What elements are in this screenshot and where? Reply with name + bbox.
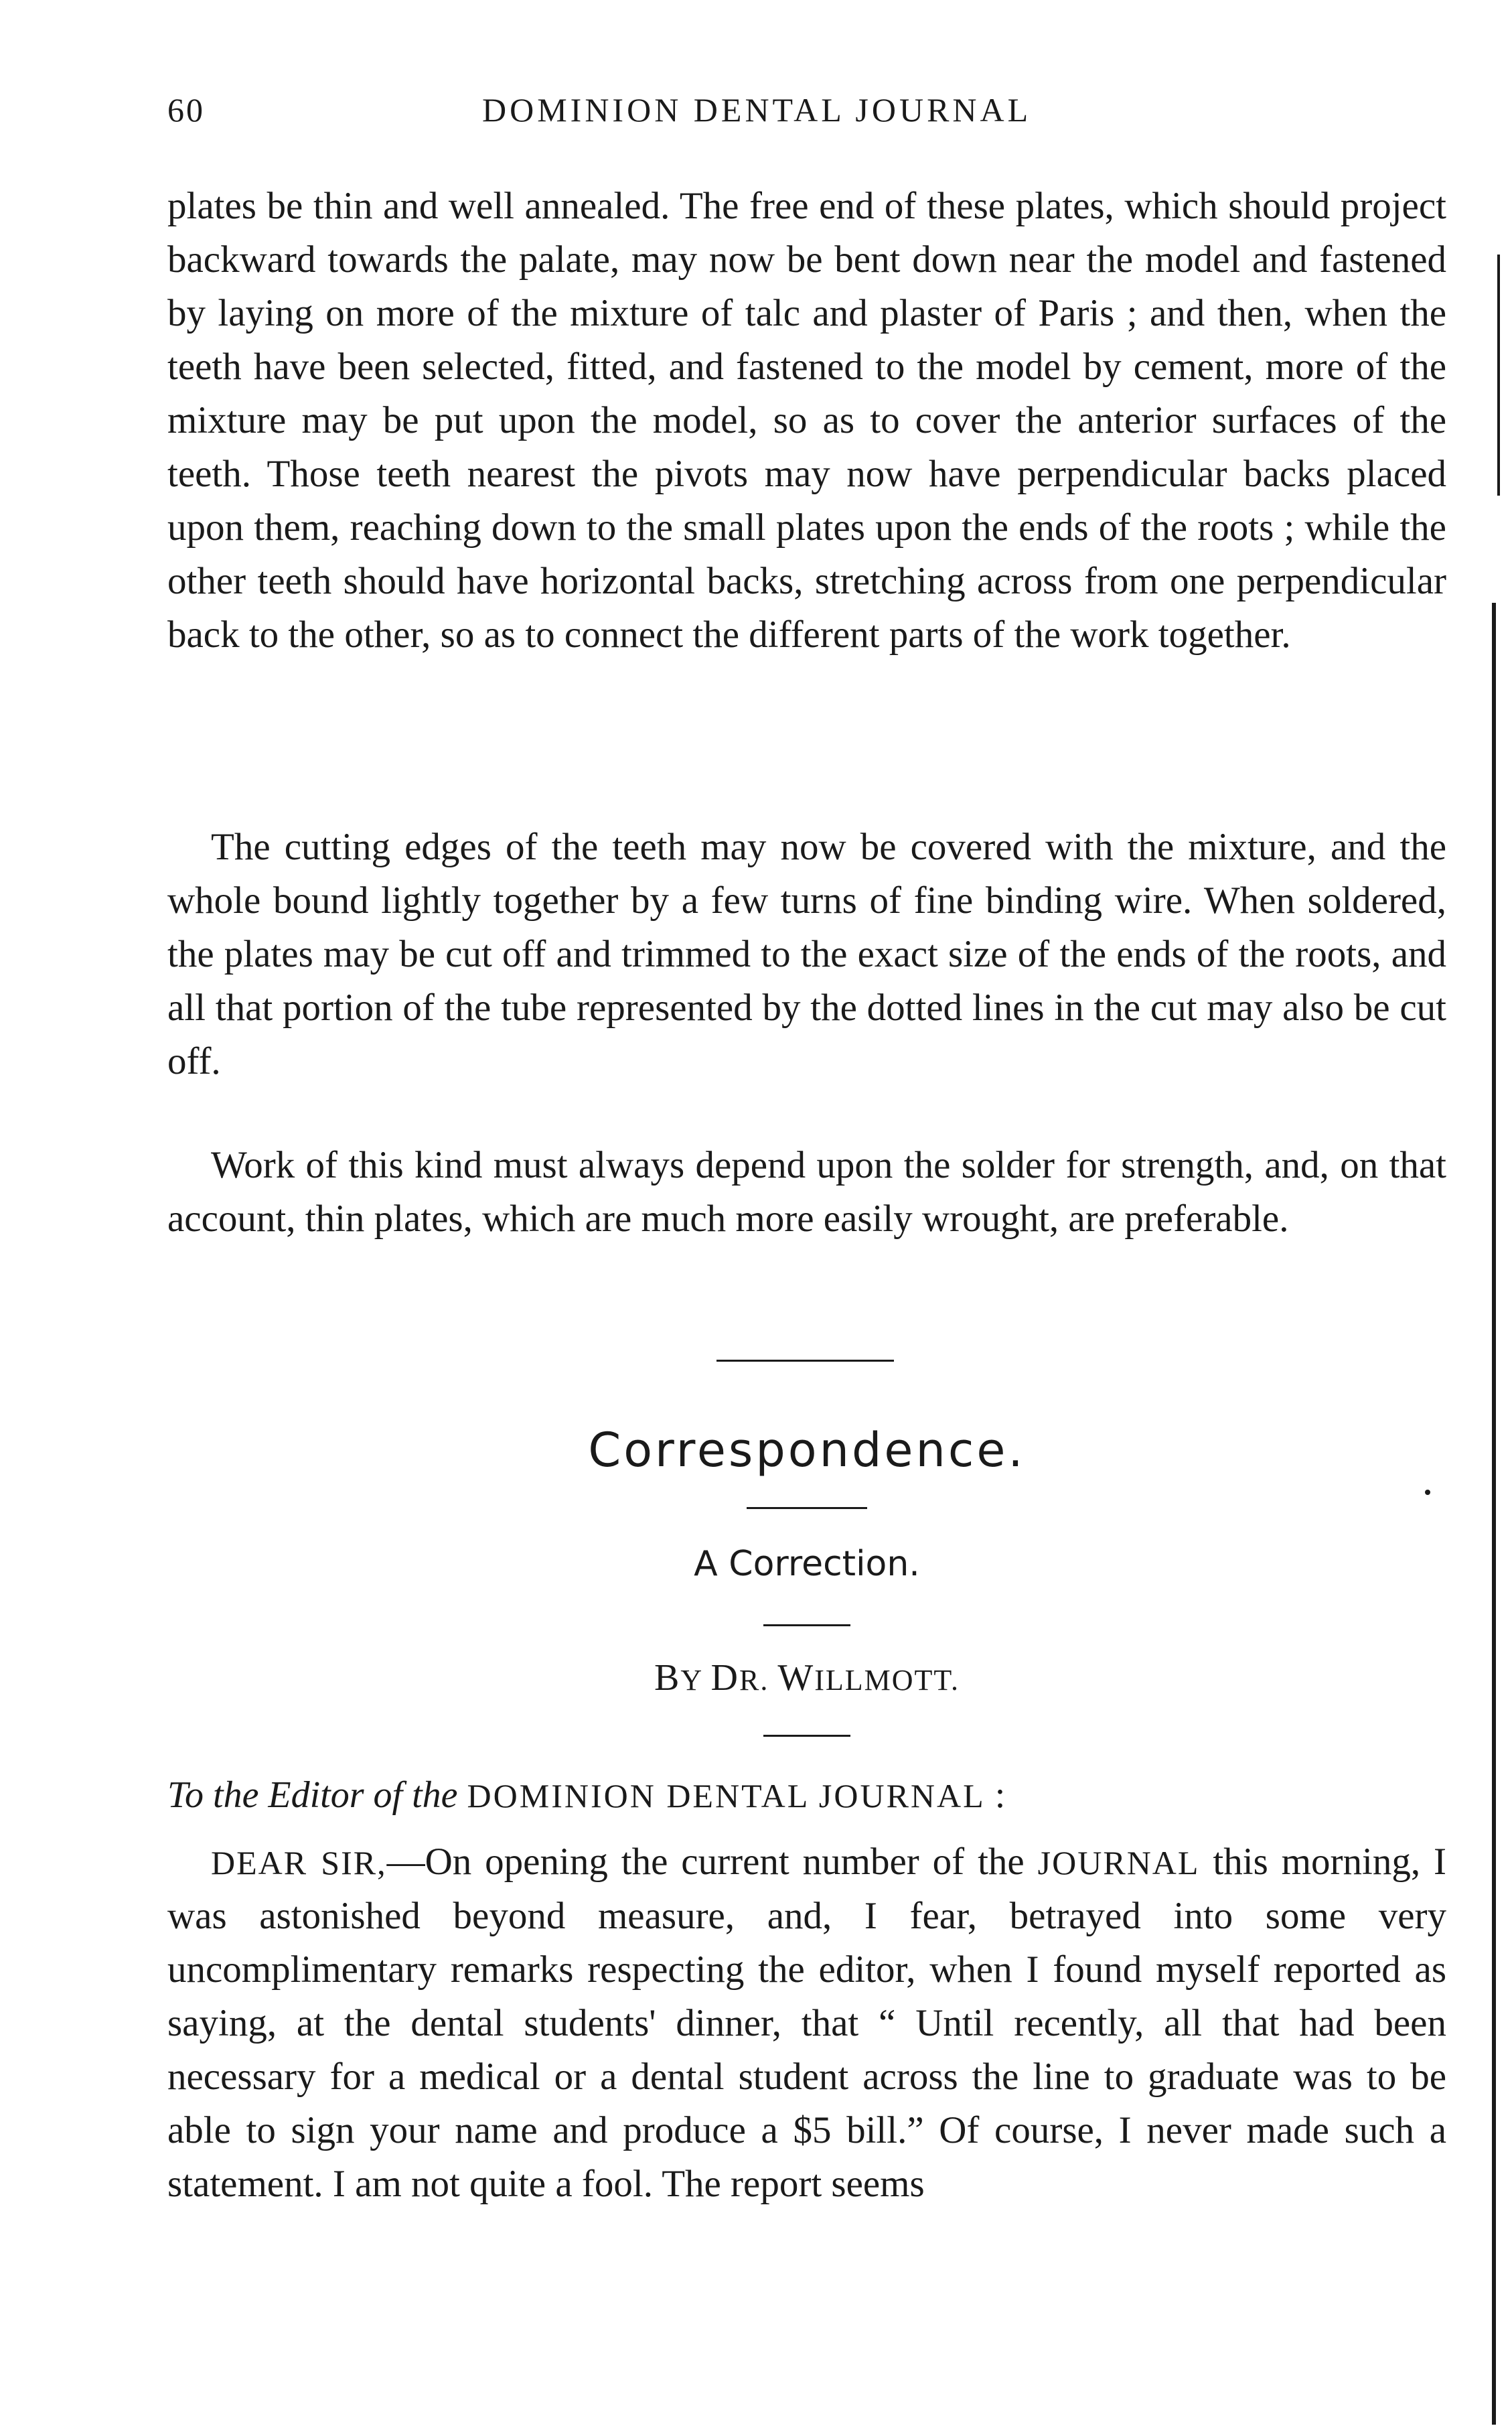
article-title: A Correction. [694, 1544, 920, 1584]
byline-dr-initial: D [710, 1657, 739, 1699]
byline-by-rest: Y [680, 1664, 702, 1697]
margin-dot [1425, 1490, 1430, 1495]
letter-journal-word: JOURNAL [1037, 1844, 1200, 1881]
byline-name-initial: W [777, 1657, 815, 1699]
byline-divider-top [763, 1624, 850, 1626]
byline [167, 1654, 1446, 1704]
byline-divider-bottom [763, 1735, 850, 1737]
letter-opening: DEAR SIR, [211, 1844, 387, 1881]
section-divider [716, 1360, 894, 1362]
running-head [167, 90, 1446, 144]
salutation [167, 1768, 1446, 1823]
paragraph-plates: plates be thin and well annealed. The free end of these plates, which should project backward towards the palate, may now be bent down near the model and fastened by laying on more of the mixture of talc and plaster of Paris ; and then, when the teeth have been selected, fitted, and fastened to the model by cement, more of the mixture may be put upon the model, so as to cover the anterior surfaces of the teeth. Those teeth nearest the pivots may now have perpendicular backs placed upon them, reaching down to the small plates upon the ends of the roots ; while the other teeth should have horizontal backs, stretching across from one perpendicular back to the other, so as to connect the different parts of the work together. [167, 185, 1446, 656]
journal-title: DOMINION DENTAL JOURNAL [482, 91, 1032, 129]
section-title: Correspondence. [588, 1423, 1026, 1478]
byline-name-rest: ILLMOTT. [814, 1664, 960, 1697]
salutation-journal-name: DOMINION DENTAL JOURNAL [467, 1777, 986, 1814]
salutation-colon: : [994, 1774, 1006, 1816]
letter-rest: this morning, I was astonished beyond measure, and, I fear, betrayed into some very uncomplimentary remarks respecting the editor, when I found myself reported as saying, at the dental students' dinner, that “ Until recently, all that had been necessary for a medical or a dental student across the line to graduate was to be able to sign your name and produce a $5 bill.” Of course, I never made such a statement. I am not quite a fool. The report seems [167, 1841, 1446, 2205]
byline-dr-rest: R. [739, 1664, 769, 1697]
salutation-to-editor: To the Editor of the [167, 1774, 458, 1816]
title-divider [747, 1507, 867, 1509]
margin-line-upper [1497, 255, 1500, 496]
byline-by-initial: B [654, 1657, 681, 1699]
paragraph-work: Work of this kind must always depend upon the solder for strength, and, on that account, thin plates, which are much more easily wrought, are preferable. [167, 1144, 1446, 1240]
letter-paragraph [167, 1835, 1446, 2211]
page-number: 60 [167, 91, 205, 129]
margin-line-lower [1492, 603, 1496, 2425]
letter-text: —On opening the current number of the [386, 1841, 1025, 1883]
paragraph-cutting-edges: The cutting edges of the teeth may now be covered with the mixture, and the whole bound lightly together by a few turns of fine binding wire. When soldered, the plates may be cut off and trimmed to the exact size of the ends of the roots, and all that portion of the tube represented by the dotted lines in the cut may also be cut off. [167, 826, 1446, 1082]
